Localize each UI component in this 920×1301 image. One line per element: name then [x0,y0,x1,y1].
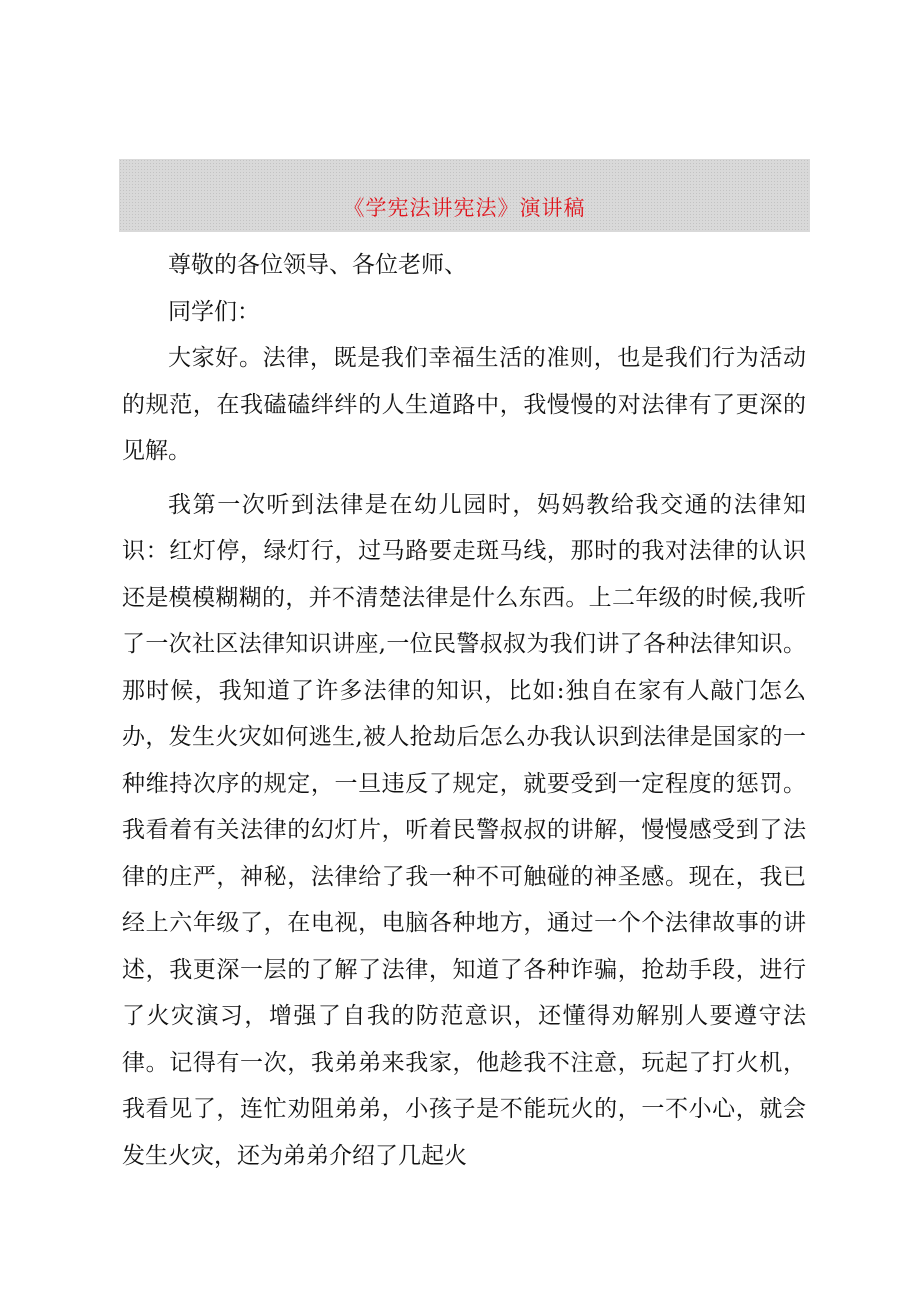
salutation-line-1: 尊敬的各位领导、各位老师、 [168,252,467,278]
title-banner [119,159,810,232]
document-title: 《学宪法讲宪法》演讲稿 [343,195,586,220]
salutation-line-2: 同学们： [168,298,260,325]
document-body [122,242,806,1179]
paragraph-2: 我第一次听到法律是在幼儿园时，妈妈教给我交通的法律知识：红灯停，绿灯行，过马路要走斑马线，那时的我对法律的认识还是模模糊糊的，并不清楚法律是什么东西。上二年级的时候,我听了一次社区法律知识讲座,一位民警叔叔为我们讲了各种法律知识。那时候，我知道了许多法律的知识，比如:独自在家有人敲门怎么办，发生火灾如何逃生,被人抢劫后怎么办我认识到法律是国家的一种维持次序的规定，一旦违反了规定，就要受到一定程度的惩罚。我看着有关法律的幻灯片，听着民警叔叔的讲解，慢慢感受到了法律的庄严，神秘，法律给了我一种不可触碰的神圣感。现在，我已经上六年级了，在电视，电脑各种地方，通过一个个法律故事的讲述，我更深一层的了解了法律，知道了各种诈骗，抢劫手段，进行了火灾演习，增强了自我的防范意识，还懂得劝解别人要遵守法律。记得有一次，我弟弟来我家，他趁我不注意，玩起了打火机，我看见了，连忙劝阻弟弟，小孩子是不能玩火的，一不小心，就会发生火灾，还为弟弟介绍了几起火 [122,491,806,1169]
paragraph-1: 大家好。法律，既是我们幸福生活的准则，也是我们行为活动的规范，在我磕磕绊绊的人生道路中，我慢慢的对法律有了更深的见解。 [122,345,806,464]
